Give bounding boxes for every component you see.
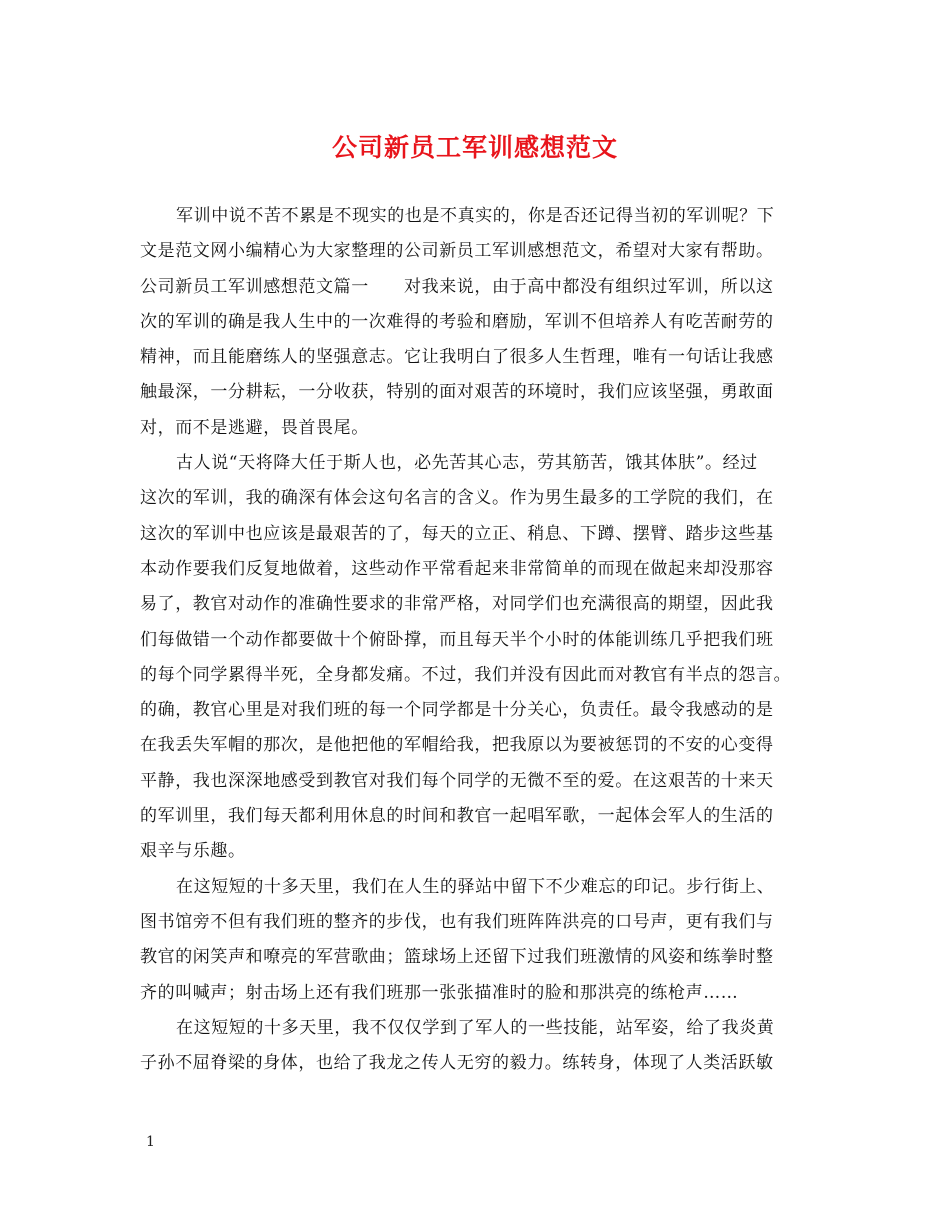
text-line: 的军训里，我们每天都利用休息的时间和教官一起唱军歌，一起体会军人的生活的: [140, 806, 774, 827]
text-line: 易了，教官对动作的准确性要求的非常严格，对同学们也充满很高的期望，因此我: [140, 594, 774, 615]
text-line: 在这短短的十多天里，我不仅仅学到了军人的一些技能，站军姿，给了我炎黄: [176, 1017, 775, 1038]
text-line: 艰辛与乐趣。: [140, 841, 246, 862]
text-line: 子孙不屈脊梁的身体，也给了我龙之传人无穷的毅力。练转身，体现了人类活跃敏: [140, 1053, 774, 1074]
document-title: 公司新员工军训感想范文: [331, 133, 618, 162]
text-line: 古人说“天将降大任于斯人也，必先苦其心志，劳其筋苦，饿其体肤”。经过: [176, 453, 758, 474]
text-line: 精神，而且能磨练人的坚强意志。它让我明白了很多人生哲理，唯有一句话让我感: [140, 347, 774, 368]
text-line: 这次的军训中也应该是最艰苦的了，每天的立正、稍息、下蹲、摆臂、踏步这些基: [140, 523, 774, 544]
text-line: 教官的闲笑声和嘹亮的军营歌曲；篮球场上还留下过我们班激情的风姿和练拳时整: [140, 947, 774, 968]
text-line: 在这短短的十多天里，我们在人生的驿站中留下不少难忘的印记。步行街上、: [176, 876, 775, 897]
text-line: 对，而不是逃避，畏首畏尾。: [140, 417, 369, 438]
document-body: [140, 199, 820, 1081]
text-line: 军训中说不苦不累是不现实的也是不真实的，你是否还记得当初的军训呢？下: [176, 206, 775, 226]
page-number: 1: [146, 1134, 155, 1150]
text-line: 本动作要我们反复地做着，这些动作平常看起来非常简单的而现在做起来却没那容: [140, 558, 774, 579]
text-line: 的每个同学累得半死，全身都发痛。不过，我们并没有因此而对教官有半点的怨言。: [140, 664, 792, 685]
text-line: 文是范文网小编精心为大家整理的公司新员工军训感想范文，希望对大家有帮助。: [140, 241, 774, 262]
text-line: 的确，教官心里是对我们班的每一个同学都是十分关心，负责任。最令我感动的是: [140, 700, 774, 721]
text-line: 平静，我也深深地感受到教官对我们每个同学的无微不至的爱。在这艰苦的十来天: [140, 770, 774, 791]
text-line: 图书馆旁不但有我们班的整齐的步伐，也有我们班阵阵洪亮的口号声，更有我们与: [140, 911, 774, 932]
text-line: 这次的军训，我的确深有体会这句名言的含义。作为男生最多的工学院的我们，在: [140, 488, 774, 509]
text-line: 触最深，一分耕耘，一分收获，特别的面对艰苦的环境时，我们应该坚强，勇敢面: [140, 382, 774, 403]
text-line: 次的军训的确是我人生中的一次难得的考验和磨励，军训不但培养人有吃苦耐劳的: [140, 311, 774, 332]
text-line: 在我丢失军帽的那次，是他把他的军帽给我，把我原以为要被惩罚的不安的心变得: [140, 735, 774, 756]
text-line: 公司新员工军训感想范文篇一 对我来说，由于高中都没有组织过军训，所以这: [140, 276, 774, 297]
text-line: 们每做错一个动作都要做十个俯卧撑，而且每天半个小时的体能训练几乎把我们班: [140, 629, 774, 650]
text-line: 齐的叫喊声；射击场上还有我们班那一张张描准时的脸和那洪亮的练枪声……: [140, 982, 739, 1003]
